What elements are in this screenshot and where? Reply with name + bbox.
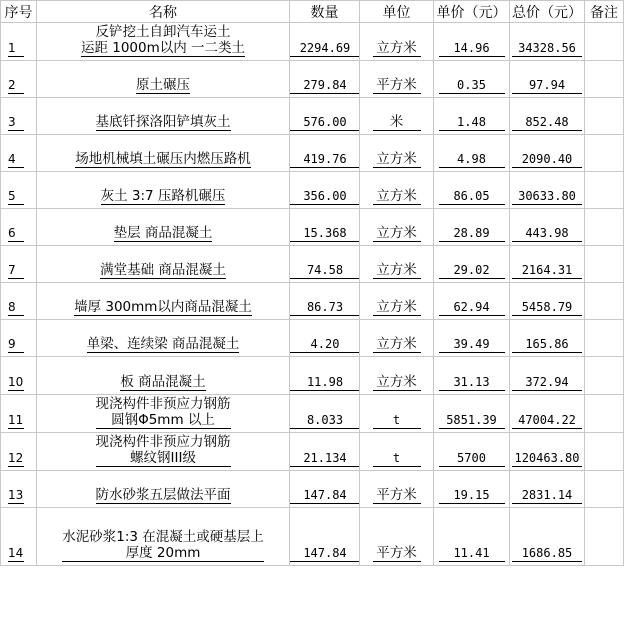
name-cell [37,508,290,566]
price-cell [434,471,510,508]
item-name-line: 防水砂浆五层做法平面 [95,487,231,503]
price-value: 62.94 [439,300,505,316]
qty-cell [290,508,360,566]
unit-cell [360,23,434,61]
item-name-line: 现浇构件非预应力钢筋 [95,396,231,412]
unit-cell [360,471,434,508]
table-row [1,135,624,172]
item-name-line: 垫层 商品混凝土 [113,225,213,241]
seq-cell [1,172,37,209]
header-seq: 序号 [1,1,37,23]
item-name [96,114,231,131]
unit-value: 立方米 [373,299,421,316]
qty-value: 21.134 [290,451,360,467]
price-cell [434,61,510,98]
unit-value: 立方米 [373,262,421,279]
total-value: 120463.80 [512,451,582,467]
item-name [96,396,231,429]
unit-cell [360,246,434,283]
seq-cell [1,135,37,172]
total-cell [510,471,585,508]
name-cell [37,320,290,357]
seq-cell [1,209,37,246]
price-cell [434,98,510,135]
price-value: 39.49 [439,337,505,353]
table-row [1,395,624,433]
item-name [62,529,264,562]
total-value: 2831.14 [512,488,582,504]
name-cell [37,395,290,433]
total-cell [510,320,585,357]
table-row [1,209,624,246]
item-name-line: 灰土 3:7 压路机碾压 [100,188,226,204]
total-cell [510,395,585,433]
qty-cell [290,283,360,320]
unit-value: 平方米 [373,77,421,94]
seq-value: 2 [8,78,24,94]
table-row [1,320,624,357]
item-name-line: 厚度 20mm [125,545,201,561]
seq-value: 4 [8,152,24,168]
price-cell [434,172,510,209]
total-value: 443.98 [512,226,582,242]
qty-value: 4.20 [290,337,360,353]
price-value: 29.02 [439,263,505,279]
price-value: 86.05 [439,189,505,205]
item-name-line: 满堂基础 商品混凝土 [100,262,226,278]
total-value: 47004.22 [512,413,582,429]
unit-value: 立方米 [373,151,421,168]
item-name-line: 螺纹钢III级 [130,450,196,466]
note-cell [585,246,624,283]
unit-value: t [373,412,421,429]
total-cell [510,209,585,246]
unit-value: 米 [373,114,421,131]
total-value: 5458.79 [512,300,582,316]
item-name [101,188,226,205]
price-cell [434,320,510,357]
name-cell [37,209,290,246]
seq-cell [1,61,37,98]
qty-cell [290,61,360,98]
price-cell [434,23,510,61]
qty-cell [290,320,360,357]
seq-cell [1,283,37,320]
qty-value: 576.00 [290,115,360,131]
unit-cell [360,135,434,172]
item-name [100,262,226,279]
price-value: 4.98 [439,152,505,168]
qty-cell [290,246,360,283]
unit-cell [360,209,434,246]
seq-value: 1 [8,41,24,57]
header-price: 单价（元） [434,1,510,23]
price-cell [434,433,510,471]
name-cell [37,172,290,209]
price-value: 28.89 [439,226,505,242]
total-cell [510,98,585,135]
qty-value: 15.368 [290,226,360,242]
table-row [1,172,624,209]
total-cell [510,283,585,320]
table-row [1,471,624,508]
item-name [74,299,252,316]
item-name [96,434,231,467]
seq-value: 9 [8,337,24,353]
unit-value: 平方米 [373,545,421,562]
unit-cell [360,98,434,135]
note-cell [585,61,624,98]
price-cell [434,508,510,566]
table-row [1,23,624,61]
seq-value: 11 [8,413,24,427]
table-row [1,283,624,320]
table-row [1,508,624,566]
table-row [1,98,624,135]
table-row [1,246,624,283]
item-name-line: 基底钎探洛阳铲填灰土 [95,114,231,130]
seq-cell [1,246,37,283]
item-name-line: 运距 1000m以内 一二类土 [80,40,246,56]
note-cell [585,209,624,246]
seq-cell [1,98,37,135]
price-value: 19.15 [439,488,505,504]
total-cell [510,61,585,98]
name-cell [37,471,290,508]
qty-cell [290,433,360,471]
unit-cell [360,320,434,357]
total-cell [510,172,585,209]
name-cell [37,61,290,98]
price-cell [434,246,510,283]
note-cell [585,172,624,209]
note-cell [585,320,624,357]
note-cell [585,135,624,172]
seq-value: 5 [8,189,24,205]
price-value: 5700 [439,451,505,467]
qty-cell [290,395,360,433]
item-name [96,487,231,504]
seq-value: 7 [8,263,24,279]
total-value: 34328.56 [512,41,582,57]
header-name: 名称 [37,1,290,23]
qty-value: 279.84 [290,78,360,94]
item-name-line: 场地机械填土碾压内燃压路机 [75,151,251,167]
unit-value: 立方米 [373,225,421,242]
price-value: 31.13 [439,375,505,391]
qty-cell [290,135,360,172]
item-name-line: 圆钢Φ5mm 以上 [111,412,215,428]
name-cell [37,246,290,283]
item-name-line: 单梁、连续梁 商品混凝土 [86,336,240,352]
item-name-line: 墙厚 300mm以内商品混凝土 [74,299,252,315]
name-cell [37,23,290,61]
unit-value: t [373,450,421,467]
qty-cell [290,172,360,209]
total-cell [510,23,585,61]
price-value: 0.35 [439,78,505,94]
unit-cell [360,508,434,566]
item-name-line: 原土碾压 [136,77,190,93]
table-body [1,23,624,566]
price-cell [434,135,510,172]
name-cell [37,283,290,320]
seq-value: 6 [8,226,24,242]
seq-cell [1,508,37,566]
item-name [114,225,213,242]
qty-value: 8.033 [290,413,360,429]
seq-cell [1,357,37,395]
note-cell [585,433,624,471]
note-cell [585,98,624,135]
unit-cell [360,433,434,471]
item-name [136,77,190,94]
unit-value: 立方米 [373,188,421,205]
total-value: 372.94 [512,375,582,391]
name-cell [37,433,290,471]
table-row [1,61,624,98]
qty-value: 11.98 [290,375,360,391]
unit-value: 立方米 [373,336,421,353]
item-name [120,374,205,391]
note-cell [585,508,624,566]
item-name [87,336,240,353]
note-cell [585,395,624,433]
total-value: 1686.85 [512,546,582,562]
total-value: 2090.40 [512,152,582,168]
seq-cell [1,433,37,471]
qty-cell [290,98,360,135]
table-row [1,357,624,395]
unit-value: 立方米 [373,40,421,57]
price-value: 11.41 [439,546,505,562]
seq-value: 13 [8,488,24,502]
unit-cell [360,395,434,433]
total-value: 97.94 [512,78,582,94]
qty-value: 147.84 [290,546,360,562]
item-name-line: 水泥砂浆1:3 在混凝土或硬基层上 [62,529,264,545]
seq-value: 10 [8,375,24,389]
note-cell [585,471,624,508]
table-row [1,433,624,471]
total-value: 165.86 [512,337,582,353]
price-cell [434,209,510,246]
price-cell [434,395,510,433]
note-cell [585,357,624,395]
unit-value: 立方米 [373,374,421,391]
qty-cell [290,23,360,61]
header-total: 总价（元） [510,1,585,23]
unit-cell [360,283,434,320]
unit-cell [360,61,434,98]
qty-cell [290,357,360,395]
seq-cell [1,23,37,61]
seq-value: 3 [8,115,24,131]
qty-value: 419.76 [290,152,360,168]
total-cell [510,508,585,566]
total-cell [510,246,585,283]
price-cell [434,357,510,395]
item-name-line: 现浇构件非预应力钢筋 [95,434,231,450]
name-cell [37,135,290,172]
seq-value: 14 [8,546,24,560]
price-value: 1.48 [439,115,505,131]
unit-cell [360,357,434,395]
total-value: 852.48 [512,115,582,131]
total-cell [510,135,585,172]
total-cell [510,357,585,395]
price-value: 14.96 [439,41,505,57]
item-name-line: 板 商品混凝土 [120,374,206,390]
qty-value: 2294.69 [290,41,360,57]
header-note: 备注 [585,1,624,23]
unit-cell [360,172,434,209]
unit-value: 平方米 [373,487,421,504]
seq-cell [1,395,37,433]
header-qty: 数量 [290,1,360,23]
total-value: 30633.80 [512,189,582,205]
name-cell [37,98,290,135]
seq-cell [1,471,37,508]
qty-cell [290,209,360,246]
seq-value: 12 [8,451,24,465]
note-cell [585,23,624,61]
total-value: 2164.31 [512,263,582,279]
header-unit: 单位 [360,1,434,23]
item-name [81,24,245,57]
price-cell [434,283,510,320]
qty-value: 147.84 [290,488,360,504]
header-row [1,1,624,23]
qty-value: 74.58 [290,263,360,279]
qty-value: 86.73 [290,300,360,316]
name-cell [37,357,290,395]
item-name [75,151,251,168]
price-value: 5851.39 [439,413,505,429]
seq-value: 8 [8,300,24,316]
qty-value: 356.00 [290,189,360,205]
seq-cell [1,320,37,357]
note-cell [585,283,624,320]
qty-cell [290,471,360,508]
item-name-line: 反铲挖土自卸汽车运土 [95,24,231,40]
total-cell [510,433,585,471]
